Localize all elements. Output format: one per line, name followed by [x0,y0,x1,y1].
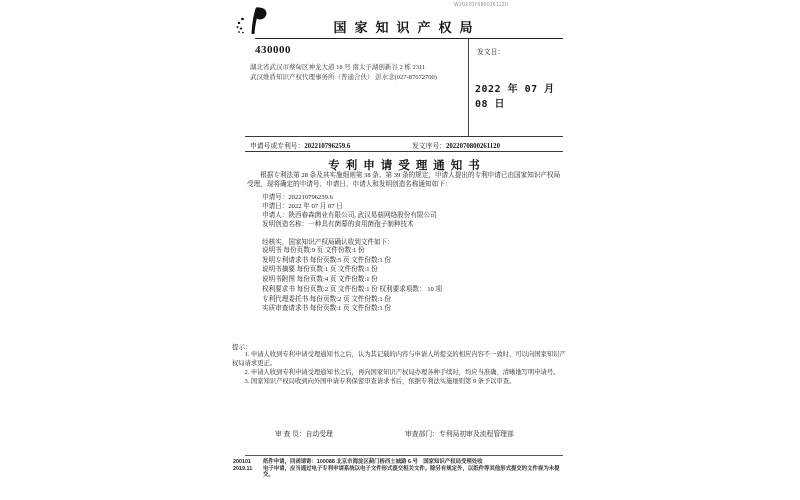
application-number [250,140,350,150]
body-intro-paragraph: 根据专利法第 28 条及其实施细则第 38 条、第 39 条的规定，申请人提出的专利申请已由国家知识产权局受理，现将确定的申请号、申请日、申请人和发明创造名称通知如下： [247,172,561,189]
footer-row-code: 200101 [233,459,251,465]
notice-document [230,0,570,500]
notes-list [232,350,566,386]
dispatch-date-value: 2022 年 07 月 08 日 [475,84,555,110]
note-item: 3. 国家知识产权局收到向外国申请专利保密审查请求书后，依据专利法实施细则第 9 条予以审查。 [244,378,516,386]
list-item: 说明书附图 每份页数:4 页 文件份数:1 份 [262,276,378,284]
list-item: 发明专利请求书 每份页数:5 页 文件份数:1 份 [262,256,391,264]
examiner-label: 审 查 员： [275,431,306,438]
footer-row [233,459,567,466]
received-files-intro: 经核实，国家知识产权局确认收到文件如下： [262,239,394,246]
serial-number-value: 2022070800261120 [445,143,500,150]
footer-notes [233,459,567,479]
field-application-no: 申请号：202210796259.6 [262,194,333,201]
recipient-postcode: 430000 [255,44,291,56]
footer-row-text: 电子申请，应当通过电子专利申请系统以电子文件形式提交相关文件。除另有规定外，以纸件等其他形式提交的文件视为未提交。 [263,465,560,479]
list-item: 说明书摘要 每份页数:1 页 文件份数:1 份 [262,266,378,274]
received-files-list [262,246,442,314]
note-item: 2. 申请人收到专利申请受理通知书之后，再向国家知识产权局办理各种手续时，均应当准确、清晰地写明申请号。 [244,369,560,377]
footer-row [233,466,567,479]
examiner-value: 自动受理 [305,431,333,438]
application-number-value: 202210796259.6 [304,143,351,150]
field-applicants: 申请人：陕西春森菌业有限公司, 武汉易菇网络股份有限公司 [262,211,437,219]
dispatch-date-label: 发文日： [477,49,505,56]
serial-number [412,140,500,150]
application-fields [262,194,437,230]
footer-divider [245,455,563,456]
serial-number-label: 发文序号： [412,143,446,150]
application-number-label: 申请号或专利号： [250,143,305,150]
list-item: 说明书 每份页数:9 页 文件份数:1 份 [262,247,365,254]
footer-row-text: 纸件申请，回函请寄：100088 北京市海淀区蓟门桥西土城路 6 号 国家知识产权局受理处收 [263,459,483,465]
list-item: 权利要求书 每份页数:2 页 文件份数:1 份 权利要求项数： 10 项 [262,285,443,293]
recipient-agency: 武汉维盾知识产权代理事务所（普通合伙） 彭水念(027-87672700) [250,74,437,81]
recipient-address: 湖北省武汉市蔡甸区神龙大道 18 号 南太子湖创新谷 2 栋 2311 [250,64,426,71]
dispatch-box-divider [468,39,469,136]
notes-label: 提示： [232,344,252,351]
document-code: W2022070800261120 [454,2,508,8]
field-application-date: 申请日：2022 年 07 月 07 日 [262,202,343,210]
list-item: 专利代理委托书 每份页数:2 页 文件份数:1 份 [262,295,391,303]
notice-title: 专利申请受理通知书 [328,160,486,172]
meta-divider-top [245,136,563,137]
header-divider [255,38,563,39]
department-label: 审查部门： [405,431,439,438]
footer-row-code: 2019.11 [233,465,253,472]
note-item: 1. 申请人收到专利申请受理通知书之后，认为其记载的内容与申请人所提交的相应内容不一致时，可以向国家知识产权局请求更正。 [232,351,566,368]
meta-divider-bottom [245,151,563,152]
department-value: 专利局初审及流程管理部 [438,431,514,438]
examiner-line [275,428,333,438]
list-item: 实质审查请求书 每份页数:1 页 文件份数:1 份 [262,305,391,313]
field-invention-title: 发明创造名称：一种具有菌幕的食用菌孢子制种技术 [262,220,414,228]
department-line [405,428,514,438]
office-title: 国家知识产权局 [333,20,481,35]
